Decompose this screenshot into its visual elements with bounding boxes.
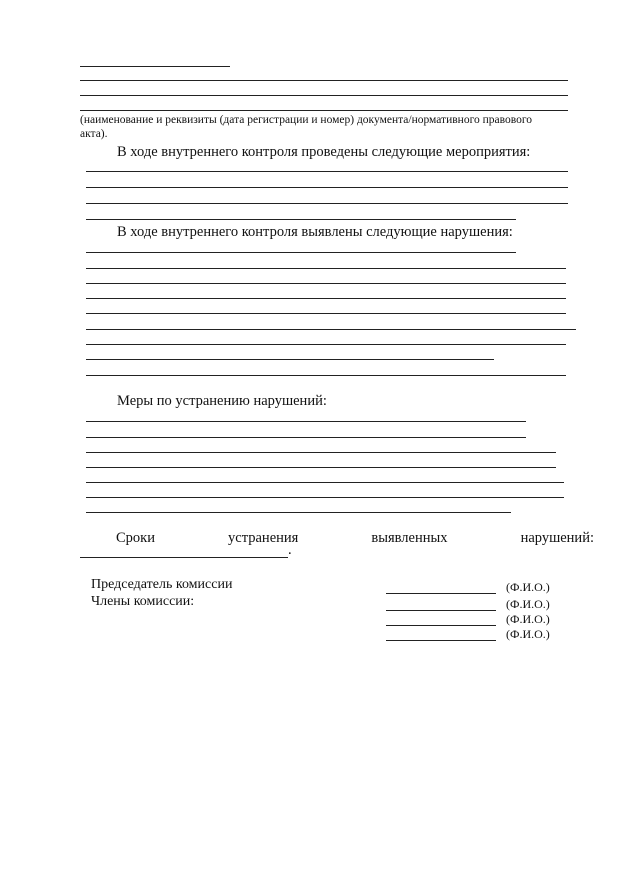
deadline-word: нарушений: bbox=[520, 530, 594, 546]
violations-line[interactable] bbox=[86, 329, 576, 330]
document-caption-line-2: акта). bbox=[80, 128, 108, 140]
measures-line[interactable] bbox=[86, 219, 516, 220]
remedy-heading: Меры по устранению нарушений: bbox=[117, 393, 327, 409]
measures-heading: В ходе внутреннего контроля проведены следующие мероприятия: bbox=[117, 144, 531, 160]
document-name-line[interactable] bbox=[80, 80, 568, 81]
violations-heading: В ходе внутреннего контроля выявлены следующие нарушения: bbox=[117, 224, 513, 240]
remedy-line[interactable] bbox=[86, 421, 526, 422]
members-label: Члены комиссии: bbox=[91, 594, 195, 609]
remedy-line[interactable] bbox=[86, 467, 556, 468]
remedy-line[interactable] bbox=[86, 497, 564, 498]
deadline-word: Сроки bbox=[116, 530, 155, 546]
remedy-line[interactable] bbox=[86, 482, 564, 483]
violations-line[interactable] bbox=[86, 252, 516, 253]
chairman-label: Председатель комиссии bbox=[91, 577, 233, 592]
header-short-line[interactable] bbox=[80, 66, 230, 67]
remedy-line[interactable] bbox=[86, 452, 556, 453]
document-name-line[interactable] bbox=[80, 110, 568, 111]
violations-line[interactable] bbox=[86, 298, 566, 299]
violations-line[interactable] bbox=[86, 344, 566, 345]
deadline-word: устранения bbox=[228, 530, 299, 546]
violations-line[interactable] bbox=[86, 375, 566, 376]
chairman-fio: (Ф.И.О.) bbox=[506, 580, 550, 594]
remedy-line[interactable] bbox=[86, 512, 511, 513]
violations-line[interactable] bbox=[86, 283, 566, 284]
member-signature-line[interactable] bbox=[386, 640, 496, 641]
chairman-signature-line[interactable] bbox=[386, 593, 496, 594]
violations-line[interactable] bbox=[86, 313, 566, 314]
deadline-heading bbox=[116, 530, 594, 547]
violations-line[interactable] bbox=[86, 359, 494, 360]
deadline-word: выявленных bbox=[371, 530, 448, 546]
measures-line[interactable] bbox=[86, 171, 568, 172]
member-fio: (Ф.И.О.) bbox=[506, 627, 550, 641]
violations-line[interactable] bbox=[86, 268, 566, 269]
document-caption-line-1: (наименование и реквизиты (дата регистрации и номер) документа/нормативного правового bbox=[80, 114, 533, 126]
remedy-line[interactable] bbox=[86, 437, 526, 438]
deadline-line[interactable] bbox=[80, 557, 288, 558]
member-fio: (Ф.И.О.) bbox=[506, 597, 550, 611]
measures-line[interactable] bbox=[86, 187, 568, 188]
member-signature-line[interactable] bbox=[386, 610, 496, 611]
measures-line[interactable] bbox=[86, 203, 568, 204]
member-signature-line[interactable] bbox=[386, 625, 496, 626]
member-fio: (Ф.И.О.) bbox=[506, 612, 550, 626]
deadline-end-mark: . bbox=[288, 542, 292, 558]
document-name-line[interactable] bbox=[80, 95, 568, 96]
